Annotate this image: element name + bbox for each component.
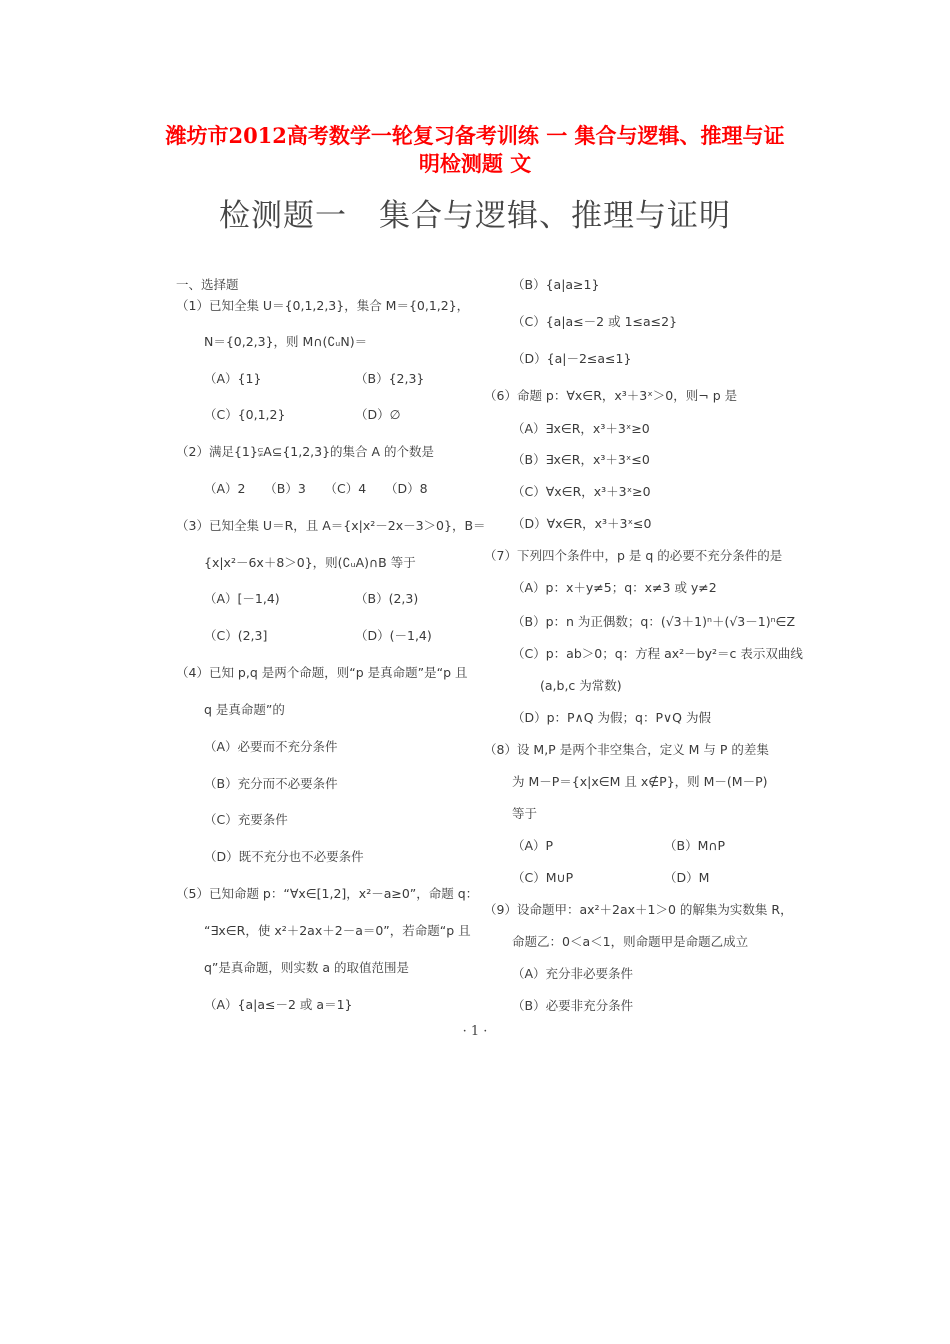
question-6-stem: （6）命题 p：∀x∈R，x³＋3ˣ＞0，则¬ p 是 <box>484 388 738 403</box>
question-6-option-b: （B）∃x∈R，x³＋3ˣ≤0 <box>512 452 650 467</box>
question-8-stem: （8）设 M,P 是两个非空集合，定义 M 与 P 的差集 <box>484 742 769 757</box>
question-8-option-a: （A）P <box>512 838 554 853</box>
question-7-option-d: （D）p：P∧Q 为假；q：P∨Q 为假 <box>512 710 711 725</box>
question-3-stem-cont: {x|x²－6x＋8＞0}，则(∁ᵤA)∩B 等于 <box>204 555 416 570</box>
question-7-option-c-cont: (a,b,c 为常数) <box>540 678 622 693</box>
question-1-option-d: （D）∅ <box>355 407 401 422</box>
question-3-option-d: （D）(－1,4) <box>355 628 432 643</box>
question-1-option-a: （A）{1} <box>204 371 262 386</box>
question-5-stem-cont: “∃x∈R，使 x²＋2ax＋2－a＝0”，若命题“p 且 <box>204 923 471 938</box>
question-6-option-c: （C）∀x∈R，x³＋3ˣ≥0 <box>512 484 651 499</box>
question-1-stem-cont: N＝{0,2,3}，则 M∩(∁ᵤN)＝ <box>204 334 368 349</box>
question-4-option-b: （B）充分而不必要条件 <box>204 776 338 791</box>
question-9-option-a: （A）充分非必要条件 <box>512 966 634 981</box>
question-6-option-a: （A）∃x∈R，x³＋3ˣ≥0 <box>512 421 650 436</box>
question-3-stem: （3）已知全集 U＝R，且 A＝{x|x²－2x－3＞0}，B＝ <box>176 518 486 533</box>
question-5-option-b: （B）{a|a≥1} <box>512 277 600 292</box>
question-2-stem: （2）满足{1}⫋A⊆{1,2,3}的集合 A 的个数是 <box>176 444 435 459</box>
question-8-option-c: （C）M∪P <box>512 870 574 885</box>
question-4-option-d: （D）既不充分也不必要条件 <box>204 849 364 864</box>
question-8-stem-cont2: 等于 <box>512 806 538 821</box>
question-5-option-d: （D）{a|－2≤a≤1} <box>512 351 632 366</box>
question-5-stem: （5）已知命题 p：“∀x∈[1,2]，x²－a≥0”，命题 q： <box>176 886 479 901</box>
question-3-option-c: （C）(2,3] <box>204 628 268 643</box>
question-2-options: （A）2 （B）3 （C）4 （D）8 <box>204 481 428 496</box>
question-5-stem-cont2: q”是真命题，则实数 a 的取值范围是 <box>204 960 410 975</box>
question-3-option-a: （A）[－1,4) <box>204 591 280 606</box>
question-7-option-c: （C）p：ab＞0；q：方程 ax²－by²＝c 表示双曲线 <box>512 646 803 661</box>
question-5-option-c: （C）{a|a≤－2 或 1≤a≤2} <box>512 314 678 329</box>
question-9-stem-cont: 命题乙：0＜a＜1，则命题甲是命题乙成立 <box>512 934 749 949</box>
question-5-option-a: （A）{a|a≤－2 或 a＝1} <box>204 997 353 1012</box>
question-4-stem: （4）已知 p,q 是两个命题，则“p 是真命题”是“p 且 <box>176 665 468 680</box>
question-8-option-b: （B）M∩P <box>664 838 726 853</box>
question-7-stem: （7）下列四个条件中，p 是 q 的必要不充分条件的是 <box>484 548 783 563</box>
question-4-option-c: （C）充要条件 <box>204 812 288 827</box>
question-7-option-a: （A）p：x＋y≠5；q：x≠3 或 y≠2 <box>512 580 717 595</box>
question-8-option-d: （D）M <box>664 870 710 885</box>
document-title-line1: 潍坊市2012高考数学一轮复习备考训练 一 集合与逻辑、推理与证 <box>165 123 785 148</box>
question-4-stem-cont: q 是真命题”的 <box>204 702 285 717</box>
question-8-stem-cont: 为 M－P＝{x|x∈M 且 x∉P}，则 M－(M－P) <box>512 774 768 789</box>
document-title-line2: 明检测题 文 <box>418 151 532 176</box>
question-9-option-b: （B）必要非充分条件 <box>512 998 634 1013</box>
question-1-option-c: （C）{0,1,2} <box>204 407 286 422</box>
question-3-option-b: （B）(2,3) <box>355 591 419 606</box>
question-1-stem: （1）已知全集 U＝{0,1,2,3}，集合 M＝{0,1,2}， <box>176 298 470 313</box>
question-9-stem: （9）设命题甲：ax²＋2ax＋1＞0 的解集为实数集 R， <box>484 902 793 917</box>
question-7-option-b: （B）p：n 为正偶数；q：(√3＋1)ⁿ＋(√3－1)ⁿ∈Z <box>512 614 796 629</box>
question-1-option-b: （B）{2,3} <box>355 371 425 386</box>
question-4-option-a: （A）必要而不充分条件 <box>204 739 338 754</box>
section-label: 一、选择题 <box>176 277 239 292</box>
section-heading: 检测题一 集合与逻辑、推理与证明 <box>219 198 731 234</box>
page-number: · 1 · <box>462 1024 488 1039</box>
question-6-option-d: （D）∀x∈R，x³＋3ˣ≤0 <box>512 516 652 531</box>
